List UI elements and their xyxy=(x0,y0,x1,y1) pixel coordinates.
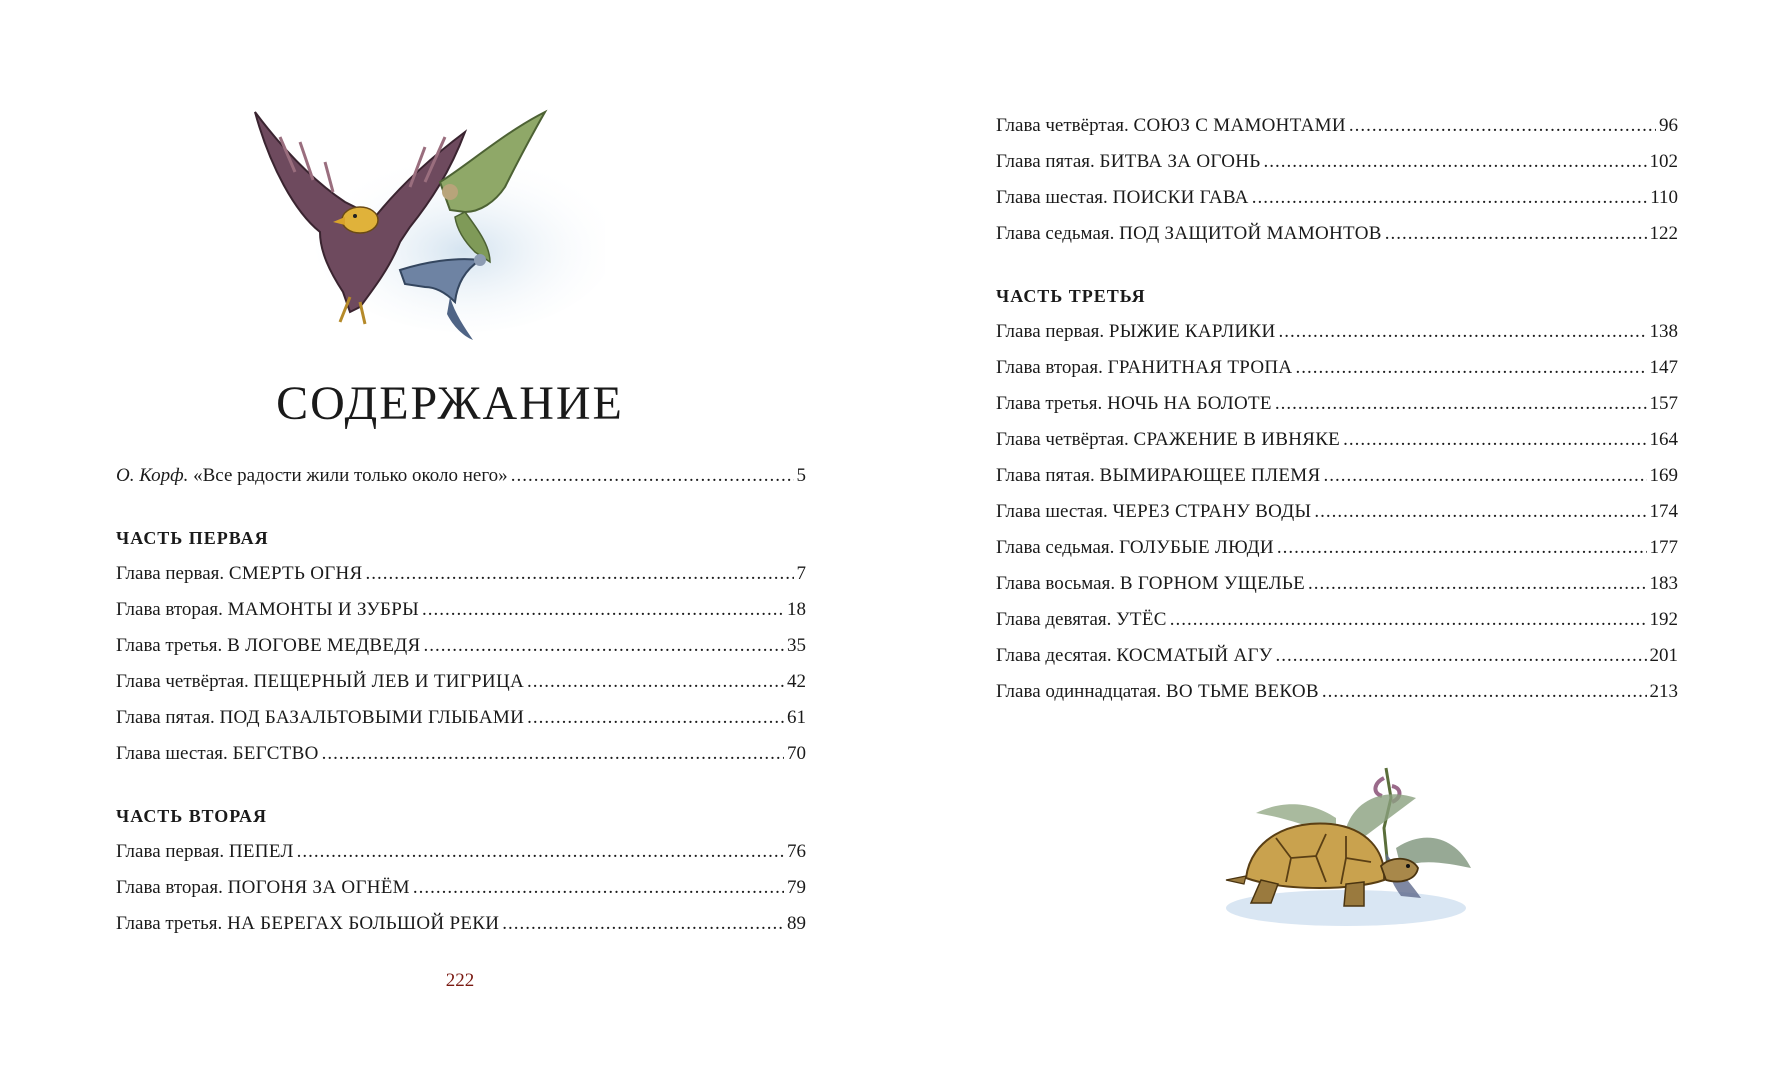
toc-entry[interactable] xyxy=(996,530,1678,566)
dot-leader xyxy=(1275,386,1647,422)
toc-entry[interactable] xyxy=(996,458,1678,494)
chapter-title: БЕГСТВО xyxy=(232,743,319,764)
chapter-title: УТЁС xyxy=(1116,609,1167,630)
dot-leader xyxy=(1323,458,1646,494)
toc-entry[interactable] xyxy=(996,350,1678,386)
toc-entry[interactable] xyxy=(116,906,806,942)
birds-illustration xyxy=(225,92,605,352)
dot-leader xyxy=(1279,314,1647,350)
dot-leader xyxy=(1277,530,1647,566)
page-number: 183 xyxy=(1649,573,1678,594)
toc-entry[interactable] xyxy=(116,834,806,870)
dot-leader xyxy=(527,700,784,736)
dot-leader xyxy=(1170,602,1647,638)
toc-left-column xyxy=(116,458,806,942)
dot-leader xyxy=(297,834,784,870)
chapter-title: НА БЕРЕГАХ БОЛЬШОЙ РЕКИ xyxy=(227,913,500,934)
page-number: 201 xyxy=(1649,645,1678,666)
toc-entry[interactable] xyxy=(116,700,806,736)
toc-entry[interactable] xyxy=(116,664,806,700)
chapter-label: Глава четвёртая. xyxy=(996,115,1129,136)
chapter-title: В ЛОГОВЕ МЕДВЕДЯ xyxy=(227,635,421,656)
page-number: 213 xyxy=(1649,681,1678,702)
chapter-title: ПОД ЗАЩИТОЙ МАМОНТОВ xyxy=(1119,223,1382,244)
toc-entry[interactable] xyxy=(116,556,806,592)
page-number: 79 xyxy=(787,877,806,898)
dot-leader xyxy=(1263,144,1646,180)
page-number: 61 xyxy=(787,707,806,728)
dot-leader xyxy=(1252,180,1648,216)
page-number: 157 xyxy=(1649,393,1678,414)
chapter-title: КОСМАТЫЙ АГУ xyxy=(1116,645,1273,666)
page-number: 42 xyxy=(787,671,806,692)
chapter-label: Глава шестая. xyxy=(996,187,1108,208)
chapter-title: ПОГОНЯ ЗА ОГНЁМ xyxy=(227,877,410,898)
right-page xyxy=(896,0,1792,1080)
page-number: 164 xyxy=(1649,429,1678,450)
turtle-illustration xyxy=(1196,758,1486,938)
chapter-label: Глава вторая. xyxy=(116,877,223,898)
page-number: 122 xyxy=(1649,223,1678,244)
dot-leader xyxy=(527,664,784,700)
dot-leader xyxy=(1276,638,1647,674)
chapter-title: МАМОНТЫ И ЗУБРЫ xyxy=(227,599,420,620)
chapter-label: Глава пятая. xyxy=(996,151,1095,172)
dot-leader xyxy=(1308,566,1646,602)
part-heading: ЧАСТЬ ТРЕТЬЯ xyxy=(996,286,1146,306)
chapter-label: Глава шестая. xyxy=(996,501,1108,522)
toc-entry[interactable] xyxy=(996,602,1678,638)
toc-entry[interactable] xyxy=(996,674,1678,710)
chapter-title: РЫЖИЕ КАРЛИКИ xyxy=(1108,321,1276,342)
page-number: 110 xyxy=(1650,187,1678,208)
page-number: 174 xyxy=(1649,501,1678,522)
toc-entry[interactable] xyxy=(116,736,806,772)
chapter-label: Глава седьмая. xyxy=(996,537,1115,558)
chapter-label: Глава вторая. xyxy=(996,357,1103,378)
dot-leader xyxy=(1322,674,1647,710)
page-number: 138 xyxy=(1649,321,1678,342)
chapter-label: Глава десятая. xyxy=(996,645,1112,666)
chapter-title: ПЕЩЕРНЫЙ ЛЕВ И ТИГРИЦА xyxy=(253,671,524,692)
page-number: 35 xyxy=(787,635,806,656)
chapter-title: ВО ТЬМЕ ВЕКОВ xyxy=(1165,681,1319,702)
page-number: 102 xyxy=(1649,151,1678,172)
toc-entry[interactable] xyxy=(996,180,1678,216)
chapter-title: ПОИСКИ ГАВА xyxy=(1112,187,1249,208)
dot-leader xyxy=(502,906,784,942)
dot-leader xyxy=(413,870,784,906)
page-number: 76 xyxy=(787,841,806,862)
chapter-title: ПЕПЕЛ xyxy=(228,841,294,862)
dot-leader xyxy=(1385,216,1647,252)
toc-entry[interactable] xyxy=(996,566,1678,602)
toc-entry[interactable] xyxy=(996,216,1678,252)
chapter-label: Глава первая. xyxy=(116,563,225,584)
page-number: 18 xyxy=(787,599,806,620)
toc-entry[interactable] xyxy=(116,628,806,664)
chapter-label: Глава первая. xyxy=(116,841,225,862)
dot-leader xyxy=(422,592,784,628)
page-number: 70 xyxy=(787,743,806,764)
page-number: 7 xyxy=(796,563,806,584)
chapter-label: Глава вторая. xyxy=(116,599,223,620)
page-folio: 222 xyxy=(445,970,475,991)
page-number: 5 xyxy=(796,465,806,486)
dot-leader xyxy=(366,556,794,592)
page-number: 96 xyxy=(1659,115,1678,136)
part-heading: ЧАСТЬ ВТОРАЯ xyxy=(116,806,267,826)
chapter-title: ГОЛУБЫЕ ЛЮДИ xyxy=(1119,537,1274,558)
page-title: СОДЕРЖАНИЕ xyxy=(276,377,624,430)
chapter-label: Глава седьмая. xyxy=(996,223,1115,244)
chapter-label: Глава первая. xyxy=(996,321,1105,342)
chapter-title: НОЧЬ НА БОЛОТЕ xyxy=(1107,393,1272,414)
chapter-label: Глава четвёртая. xyxy=(116,671,249,692)
dot-leader xyxy=(1295,350,1646,386)
toc-entry[interactable] xyxy=(996,108,1678,144)
chapter-title: ГРАНИТНАЯ ТРОПА xyxy=(1107,357,1293,378)
toc-entry[interactable] xyxy=(996,386,1678,422)
chapter-title: ЧЕРЕЗ СТРАНУ ВОДЫ xyxy=(1112,501,1312,522)
chapter-label: Глава третья. xyxy=(996,393,1103,414)
toc-right-column xyxy=(996,108,1678,710)
dot-leader xyxy=(511,458,794,494)
page-number: 192 xyxy=(1649,609,1678,630)
toc-entry[interactable] xyxy=(116,592,806,628)
toc-entry[interactable] xyxy=(996,638,1678,674)
dot-leader xyxy=(1314,494,1646,530)
dot-leader xyxy=(1343,422,1646,458)
toc-entry[interactable] xyxy=(116,870,806,906)
chapter-title: СРАЖЕНИЕ В ИВНЯКЕ xyxy=(1133,429,1341,450)
toc-entry[interactable] xyxy=(996,314,1678,350)
chapter-label: Глава третья. xyxy=(116,913,223,934)
page-number: 89 xyxy=(787,913,806,934)
toc-entry[interactable] xyxy=(996,494,1678,530)
chapter-label: Глава шестая. xyxy=(116,743,228,764)
page-number: 169 xyxy=(1649,465,1678,486)
chapter-label: Глава одиннадцатая. xyxy=(996,681,1162,702)
dot-leader xyxy=(322,736,784,772)
chapter-label: Глава пятая. xyxy=(116,707,215,728)
toc-entry[interactable] xyxy=(996,144,1678,180)
page-number: 147 xyxy=(1649,357,1678,378)
toc-entry[interactable] xyxy=(996,422,1678,458)
chapter-label: Глава восьмая. xyxy=(996,573,1116,594)
chapter-title: СМЕРТЬ ОГНЯ xyxy=(228,563,363,584)
chapter-label: Глава третья. xyxy=(116,635,223,656)
page-number: 177 xyxy=(1649,537,1678,558)
chapter-label: Глава четвёртая. xyxy=(996,429,1129,450)
chapter-label: Глава пятая. xyxy=(996,465,1095,486)
chapter-title: В ГОРНОМ УЩЕЛЬЕ xyxy=(1119,573,1306,594)
intro-title: «Все радости жили только около него» xyxy=(193,465,508,486)
chapter-label: Глава девятая. xyxy=(996,609,1112,630)
toc-intro-entry[interactable] xyxy=(116,458,806,494)
chapter-title: БИТВА ЗА ОГОНЬ xyxy=(1099,151,1261,172)
dot-leader xyxy=(1349,108,1656,144)
dot-leader xyxy=(424,628,784,664)
chapter-title: СОЮЗ С МАМОНТАМИ xyxy=(1133,115,1346,136)
intro-author: О. Корф. xyxy=(116,465,189,486)
part-heading: ЧАСТЬ ПЕРВАЯ xyxy=(116,528,269,548)
chapter-title: ПОД БАЗАЛЬТОВЫМИ ГЛЫБАМИ xyxy=(219,707,525,728)
chapter-title: ВЫМИРАЮЩЕЕ ПЛЕМЯ xyxy=(1099,465,1321,486)
